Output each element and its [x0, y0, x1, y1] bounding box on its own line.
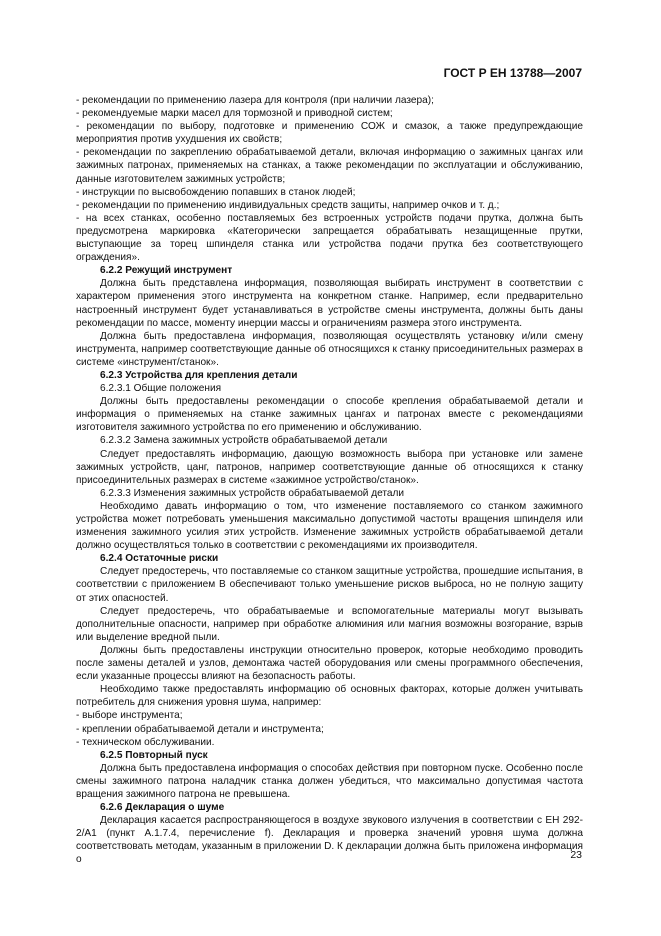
paragraph: Необходимо также предоставлять информацию об основных факторах, которые должен учитывать потребитель для снижения уровня шума, например:	[76, 684, 583, 709]
section-heading: 6.2.3 Устройства для крепления детали	[100, 369, 298, 381]
paragraph: Следует предоставлять информацию, дающую возможность выбора при установке или замене зажимных устройств, цанг, патронов, например соответствующие данные об относящихся к станку присоединительных размерах в системе «зажимное устройство/станок».	[76, 448, 583, 486]
list-item: - на всех станках, особенно поставляемых без встроенных устройств подачи прутка, должна быть предусмотрена маркировка «Категорически запрещается обрабатывать незащищенные прутки, выступающие за торец шпинделя станка или устройства подачи прутка без соответствующего ограждения».	[76, 212, 583, 264]
section-heading: 6.2.5 Повторный пуск	[100, 749, 208, 761]
list-item: - креплении обрабатываемой детали и инструмента;	[76, 723, 324, 735]
paragraph: Необходимо давать информацию о том, что изменение поставляемого со станком зажимного устройства может потребовать уменьшения максимально допустимой частоты вращения шпинделя или изменения зажимного усилия этих устройств. Изменение зажимных устройств обрабатываемой детали должно осуществляться только в соответствии с рекомендациями их производителя.	[76, 500, 583, 552]
paragraph: Должны быть предоставлены рекомендации о способе крепления обрабатываемой детали и информация о применяемых на станке зажимных цангах и патронах вместе с рекомендациями изготовителя зажимного устройства по его применению и обслуживанию.	[76, 396, 583, 434]
document-header: ГОСТ Р ЕН 13788—2007	[443, 66, 582, 80]
list-item: - рекомендации по выбору, подготовке и применению СОЖ и смазок, а также предупреждающие мероприятия против ухудшения их свойств;	[76, 121, 583, 146]
paragraph: Должна быть предоставлена информация, позволяющая осуществлять установку и/или смену инструмента, например соответствующие данные об относящихся к станку присоединительных размерах в системе «инструмент/станок».	[76, 330, 583, 368]
list-item: - рекомендации по применению лазера для контроля (при наличии лазера);	[76, 95, 434, 106]
subsection-heading: 6.2.3.3 Изменения зажимных устройств обрабатываемой детали	[100, 487, 405, 499]
paragraph: Должна быть предоставлена информация о способах действия при повторном пуске. Особенно после смены зажимного патрона наладчик станка должен убедиться, что максимально допустимая частота вращения зажимного патрона не превышена.	[76, 762, 583, 800]
list-item: - выборе инструмента;	[76, 710, 183, 722]
list-item: - техническом обслуживании.	[76, 736, 215, 748]
subsection-heading: 6.2.3.2 Замена зажимных устройств обрабатываемой детали	[100, 435, 388, 447]
list-item: - рекомендации по применению индивидуальных средств защиты, например очков и т. д.;	[76, 199, 500, 211]
section-heading: 6.2.6 Декларация о шуме	[100, 802, 225, 814]
section-heading: 6.2.2 Режущий инструмент	[100, 265, 233, 277]
list-item: - рекомендуемые марки масел для тормозной и приводной систем;	[76, 108, 393, 120]
page-body	[76, 94, 583, 867]
paragraph: Следует предостеречь, что обрабатываемые и вспомогательные материалы могут вызывать дополнительные опасности, например при обработке алюминия или магния возможны возгорание, взрыв или выделение вредной пыли.	[76, 605, 583, 643]
paragraph: Декларация касается распространяющегося в воздухе звукового излучения в соответствии с ЕН 292-2/А1 (пункт А.1.7.4, перечисление f). Декларация и проверка значений уровня шума должна соответствовать методам, указанным в приложении D. К декларации должна быть приложена информация о	[76, 815, 583, 866]
page-number: 23	[570, 849, 582, 861]
subsection-heading: 6.2.3.1 Общие положения	[100, 383, 222, 395]
section-heading: 6.2.4 Остаточные риски	[100, 553, 219, 565]
paragraph: Следует предостеречь, что поставляемые со станком защитные устройства, прошедшие испытания, в соответствии с приложением В обеспечивают только уменьшение рисков выброса, но не полную защиту от этих опасностей.	[76, 566, 583, 604]
list-item: - рекомендации по закреплению обрабатываемой детали, включая информацию о зажимных цангах или зажимных патронах, применяемых на станках, а также рекомендации по эксплуатации и обслуживанию, данные изготовителем зажимных устройств;	[76, 147, 583, 185]
list-item: - инструкции по высвобождению попавших в станок людей;	[76, 186, 356, 198]
paragraph: Должны быть предоставлены инструкции относительно проверок, которые необходимо проводить после замены деталей и узлов, демонтажа частей оборудования или смены программного обеспечения, если указанные процессы влияют на безопасность работы.	[76, 644, 583, 683]
paragraph: Должна быть представлена информация, позволяющая выбирать инструмент в соответствии с характером применения этого инструмента на конкретном станке. Например, если предварительно настроенный инструмент будет устанавливаться в устройстве смены инструмента, должны быть даны рекомендации по массе, моменту инерции массы и ограничениям размера этого инструмента.	[76, 278, 583, 329]
